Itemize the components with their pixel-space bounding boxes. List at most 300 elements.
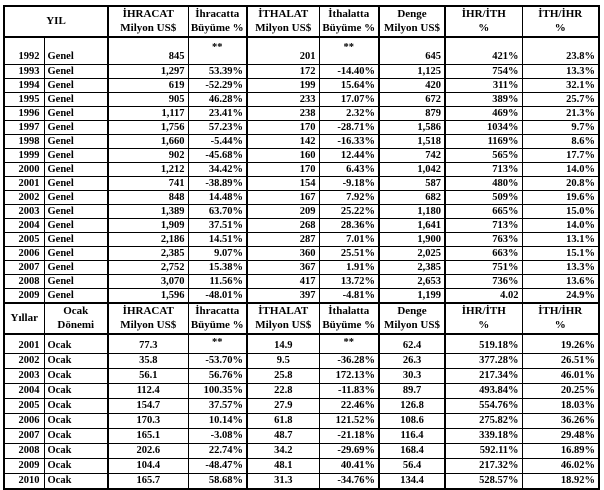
year-cell: 2002 [4, 354, 44, 369]
value-cell-ith-ihr: 13.3% [522, 65, 599, 79]
value-cell-ithalatta-buyume: 13.72% [319, 275, 379, 289]
value-cell-denge: 1,586 [379, 121, 445, 135]
value-cell-ihracat: 1,660 [108, 135, 188, 149]
value-cell-ihracat: 112.4 [108, 384, 188, 399]
value-cell-ithalatta-buyume: 25.51% [319, 247, 379, 261]
corner-header-yil: YIL [4, 6, 108, 37]
value-cell-denge: 1,180 [379, 205, 445, 219]
header-line2: Dönemi [57, 318, 95, 331]
header-yillar: Yıllar [4, 303, 44, 334]
year-cell: 2010 [4, 474, 44, 490]
value-cell-ihracatta-buyume: 10.14% [188, 414, 247, 429]
category-cell-ocak: Ocak [44, 444, 108, 459]
value-cell-ithalat: 31.3 [247, 474, 319, 490]
header-line2: Milyon US$ [120, 318, 177, 331]
value-cell-ithalatta-buyume: 7.01% [319, 233, 379, 247]
value-cell-ihr-ith: 763% [445, 233, 522, 247]
category-cell-ocak: Ocak [44, 459, 108, 474]
year-cell: 2005 [4, 233, 44, 247]
value-cell-ihr-ith: 509% [445, 191, 522, 205]
value-cell-ithalatta-buyume: 40.41% [319, 459, 379, 474]
value-cell-ithalatta-buyume: 25.22% [319, 205, 379, 219]
value-cell-denge: 587 [379, 177, 445, 191]
column-header-ihr-ith [445, 303, 522, 334]
value-cell-ihr-ith: 713% [445, 163, 522, 177]
value-cell-ithalatta-buyume: 15.64% [319, 79, 379, 93]
table-row-2010-ocak [4, 474, 599, 490]
value-cell-ihracat: 848 [108, 191, 188, 205]
table-row-2003-ocak [4, 369, 599, 384]
value-cell-denge: 2,385 [379, 261, 445, 275]
value-cell-ihr-ith: 377.28% [445, 354, 522, 369]
column-header-ihracatta-buyume [188, 6, 247, 37]
value-cell-ihr-ith: 480% [445, 177, 522, 191]
value-cell-ihracatta-buyume: -53.70% [188, 354, 247, 369]
value-cell-ihr-ith: 528.57% [445, 474, 522, 490]
value-cell-ithalat: 209 [247, 205, 319, 219]
table-row-1992-genel [4, 37, 599, 65]
value-cell-ithalatta-buyume: -21.18% [319, 429, 379, 444]
value-cell-ith-ihr: 15.1% [522, 247, 599, 261]
value-cell-ith-ihr: 23.8% [522, 37, 599, 65]
value-cell-ithalat: 367 [247, 261, 319, 275]
category-cell-ocak: Ocak [44, 354, 108, 369]
value-cell-ithalat: 287 [247, 233, 319, 247]
value-cell-ithalat: 233 [247, 93, 319, 107]
table-row-2008-genel [4, 275, 599, 289]
year-cell: 1996 [4, 107, 44, 121]
value-cell-ihr-ith: 217.32% [445, 459, 522, 474]
value-cell-ithalat: 154 [247, 177, 319, 191]
table-row-2006-ocak [4, 414, 599, 429]
value-cell-ithalat: 48.7 [247, 429, 319, 444]
value-cell-ith-ihr: 21.3% [522, 107, 599, 121]
value-cell-ihr-ith: 493.84% [445, 384, 522, 399]
value-cell-denge: 30.3 [379, 369, 445, 384]
year-cell: 2003 [4, 205, 44, 219]
category-cell-ocak: Ocak [44, 399, 108, 414]
category-cell-genel: Genel [44, 219, 108, 233]
value-cell-ith-ihr: 13.6% [522, 275, 599, 289]
header-line1: İTH/İHR [538, 305, 583, 318]
year-cell: 1997 [4, 121, 44, 135]
value-cell-ihracatta-buyume: 14.48% [188, 191, 247, 205]
value-cell-ihr-ith: 554.76% [445, 399, 522, 414]
value-cell-ith-ihr: 29.48% [522, 429, 599, 444]
value-cell-ith-ihr: 16.89% [522, 444, 599, 459]
column-header-ihr-ith [445, 6, 522, 37]
year-cell: 2006 [4, 247, 44, 261]
value-cell-ihr-ith: 665% [445, 205, 522, 219]
value-cell-denge: 1,641 [379, 219, 445, 233]
category-cell-genel: Genel [44, 247, 108, 261]
value-cell-denge: 1,125 [379, 65, 445, 79]
category-cell-genel: Genel [44, 177, 108, 191]
value-cell-ihr-ith: 469% [445, 107, 522, 121]
year-cell: 1999 [4, 149, 44, 163]
table-row-1997-genel [4, 121, 599, 135]
value-cell-ihr-ith: 311% [445, 79, 522, 93]
value-cell-ihracat: 902 [108, 149, 188, 163]
value-cell-ithalatta-buyume: -14.40% [319, 65, 379, 79]
value-cell-ihracatta-buyume: 100.35% [188, 384, 247, 399]
category-cell-genel: Genel [44, 107, 108, 121]
header-line2: % [478, 21, 490, 34]
column-header-ihracat [108, 6, 188, 37]
table-row-2001-ocak [4, 334, 599, 354]
value-cell-ihracatta-buyume: 37.57% [188, 399, 247, 414]
value-cell-ihracatta-buyume: 11.56% [188, 275, 247, 289]
header-line2: % [554, 21, 566, 34]
table-row-2009-ocak [4, 459, 599, 474]
value-cell-ihracatta-buyume: 37.51% [188, 219, 247, 233]
column-header-ithalatta-buyume [319, 6, 379, 37]
value-cell-denge: 1,042 [379, 163, 445, 177]
value-cell-ithalat: 48.1 [247, 459, 319, 474]
table-row-2007-genel [4, 261, 599, 275]
table-row-2001-genel [4, 177, 599, 191]
value-cell-denge: 168.4 [379, 444, 445, 459]
value-cell-ihracatta-buyume: 22.74% [188, 444, 247, 459]
value-cell-ihracatta-buyume: 56.76% [188, 369, 247, 384]
column-header-ihracat [108, 303, 188, 334]
value-cell-ihracat: 3,070 [108, 275, 188, 289]
table-row-1995-genel [4, 93, 599, 107]
value-cell-ith-ihr: 20.8% [522, 177, 599, 191]
category-cell-genel: Genel [44, 261, 108, 275]
year-cell: 2007 [4, 429, 44, 444]
column-header-ihracatta-buyume [188, 303, 247, 334]
value-cell-ithalatta-buyume: 12.44% [319, 149, 379, 163]
value-cell-ithalat: 397 [247, 289, 319, 304]
value-cell-ihracat: 1,297 [108, 65, 188, 79]
value-cell-ithalatta-buyume: 7.92% [319, 191, 379, 205]
category-cell-genel: Genel [44, 163, 108, 177]
value-cell-ihracat: 619 [108, 79, 188, 93]
value-cell-ith-ihr: 18.92% [522, 474, 599, 490]
header-line1: Denge [397, 8, 427, 21]
value-cell-denge: 672 [379, 93, 445, 107]
value-cell-ihr-ith: 4.02 [445, 289, 522, 304]
value-cell-denge: 420 [379, 79, 445, 93]
value-cell-ihracat: 165.1 [108, 429, 188, 444]
value-cell-ihracat: 1,389 [108, 205, 188, 219]
value-cell-ithalat: 201 [247, 37, 319, 65]
year-cell: 2004 [4, 384, 44, 399]
value-cell-ithalatta-buyume: -36.28% [319, 354, 379, 369]
value-cell-ihracatta-buyume: ** [188, 334, 247, 354]
value-cell-ihracat: 1,596 [108, 289, 188, 304]
header-line2: Milyon US$ [255, 318, 312, 331]
year-cell: 2002 [4, 191, 44, 205]
table-row-1994-genel [4, 79, 599, 93]
table-row-2002-genel [4, 191, 599, 205]
value-cell-ith-ihr: 14.0% [522, 219, 599, 233]
table-row-1999-genel [4, 149, 599, 163]
header-line1: Ocak [63, 305, 89, 318]
year-cell: 1993 [4, 65, 44, 79]
value-cell-ithalat: 199 [247, 79, 319, 93]
column-header-ith-ihr [522, 303, 599, 334]
column-header-ithalat [247, 303, 319, 334]
value-cell-denge: 89.7 [379, 384, 445, 399]
value-cell-ithalatta-buyume: 172.13% [319, 369, 379, 384]
value-cell-ithalatta-buyume: 121.52% [319, 414, 379, 429]
year-cell: 1994 [4, 79, 44, 93]
value-cell-ihr-ith: 275.82% [445, 414, 522, 429]
value-cell-ithalat: 22.8 [247, 384, 319, 399]
category-cell-genel: Genel [44, 65, 108, 79]
value-cell-ithalat: 172 [247, 65, 319, 79]
header-line2: % [554, 318, 566, 331]
table-row-2005-ocak [4, 399, 599, 414]
value-cell-ithalatta-buyume: 17.07% [319, 93, 379, 107]
value-cell-ith-ihr: 13.1% [522, 233, 599, 247]
value-cell-denge: 1,518 [379, 135, 445, 149]
header-line2: Milyon US$ [120, 21, 177, 34]
value-cell-ihr-ith: 1034% [445, 121, 522, 135]
value-cell-ithalat: 27.9 [247, 399, 319, 414]
value-cell-ith-ihr: 13.3% [522, 261, 599, 275]
column-header-ithalat [247, 6, 319, 37]
value-cell-ithalat: 268 [247, 219, 319, 233]
value-cell-ihr-ith: 421% [445, 37, 522, 65]
year-cell: 1992 [4, 37, 44, 65]
value-cell-ihracat: 170.3 [108, 414, 188, 429]
category-cell-ocak: Ocak [44, 384, 108, 399]
value-cell-denge: 1,900 [379, 233, 445, 247]
value-cell-ihracat: 905 [108, 93, 188, 107]
value-cell-ithalat: 360 [247, 247, 319, 261]
year-cell: 2008 [4, 444, 44, 459]
year-cell: 2009 [4, 459, 44, 474]
value-cell-ithalat: 61.8 [247, 414, 319, 429]
value-cell-ihracat: 1,909 [108, 219, 188, 233]
year-cell: 2008 [4, 275, 44, 289]
value-cell-ith-ihr: 14.0% [522, 163, 599, 177]
column-header-denge [379, 303, 445, 334]
category-cell-genel: Genel [44, 149, 108, 163]
value-cell-denge: 126.8 [379, 399, 445, 414]
value-cell-denge: 116.4 [379, 429, 445, 444]
value-cell-ihracatta-buyume: 23.41% [188, 107, 247, 121]
year-cell: 2004 [4, 219, 44, 233]
value-cell-ithalat: 9.5 [247, 354, 319, 369]
value-cell-ithalatta-buyume: -4.81% [319, 289, 379, 304]
value-cell-ith-ihr: 26.51% [522, 354, 599, 369]
value-cell-ihracat: 2,186 [108, 233, 188, 247]
value-cell-ithalat: 167 [247, 191, 319, 205]
value-cell-ith-ihr: 32.1% [522, 79, 599, 93]
category-cell-genel: Genel [44, 205, 108, 219]
trade-statistics-table [3, 5, 600, 490]
value-cell-ihracatta-buyume: ** [188, 37, 247, 65]
value-cell-ihracat: 77.3 [108, 334, 188, 354]
value-cell-ithalat: 25.8 [247, 369, 319, 384]
value-cell-ithalat: 238 [247, 107, 319, 121]
value-cell-ihracat: 1,756 [108, 121, 188, 135]
header-line1: İHR/İTH [461, 305, 506, 318]
value-cell-ihr-ith: 339.18% [445, 429, 522, 444]
category-cell-genel: Genel [44, 289, 108, 304]
value-cell-ihracat: 202.6 [108, 444, 188, 459]
value-cell-ihracatta-buyume: 57.23% [188, 121, 247, 135]
category-cell-ocak: Ocak [44, 369, 108, 384]
value-cell-denge: 26.3 [379, 354, 445, 369]
value-cell-ithalatta-buyume: -29.69% [319, 444, 379, 459]
value-cell-ith-ihr: 46.02% [522, 459, 599, 474]
value-cell-ihracat: 1,117 [108, 107, 188, 121]
category-cell-ocak: Ocak [44, 474, 108, 490]
value-cell-ithalat: 142 [247, 135, 319, 149]
header-ocak-donemi [44, 303, 108, 334]
value-cell-denge: 645 [379, 37, 445, 65]
year-cell: 2007 [4, 261, 44, 275]
value-cell-ihracat: 56.1 [108, 369, 188, 384]
value-cell-ihr-ith: 519.18% [445, 334, 522, 354]
value-cell-ihracatta-buyume: -5.44% [188, 135, 247, 149]
value-cell-denge: 742 [379, 149, 445, 163]
ocak-header-row [4, 303, 599, 334]
header-line1: İthalatta [328, 305, 370, 318]
value-cell-ith-ihr: 46.01% [522, 369, 599, 384]
column-header-denge [379, 6, 445, 37]
header-line2: % [478, 318, 490, 331]
value-cell-ithalatta-buyume: -16.33% [319, 135, 379, 149]
genel-header-row [4, 6, 599, 37]
header-line1: İHR/İTH [461, 8, 506, 21]
value-cell-ihracatta-buyume: 58.68% [188, 474, 247, 490]
value-cell-ihracatta-buyume: 34.42% [188, 163, 247, 177]
table-row-2000-genel [4, 163, 599, 177]
header-line2: Milyon US$ [384, 318, 440, 331]
value-cell-ith-ihr: 19.6% [522, 191, 599, 205]
value-cell-ihr-ith: 1169% [445, 135, 522, 149]
year-cell: 1998 [4, 135, 44, 149]
value-cell-ihracat: 2,752 [108, 261, 188, 275]
value-cell-ihracat: 845 [108, 37, 188, 65]
value-cell-denge: 56.4 [379, 459, 445, 474]
value-cell-ithalat: 170 [247, 121, 319, 135]
value-cell-ith-ihr: 24.9% [522, 289, 599, 304]
value-cell-ihracatta-buyume: 53.39% [188, 65, 247, 79]
value-cell-ihracatta-buyume: -45.68% [188, 149, 247, 163]
value-cell-ith-ihr: 8.6% [522, 135, 599, 149]
year-cell: 1995 [4, 93, 44, 107]
category-cell-genel: Genel [44, 93, 108, 107]
value-cell-ihracat: 35.8 [108, 354, 188, 369]
category-cell-genel: Genel [44, 233, 108, 247]
value-cell-ithalatta-buyume: -11.83% [319, 384, 379, 399]
value-cell-ithalatta-buyume: ** [319, 334, 379, 354]
table-row-2004-genel [4, 219, 599, 233]
table-row-2008-ocak [4, 444, 599, 459]
value-cell-ithalatta-buyume: -28.71% [319, 121, 379, 135]
header-line1: İthalatta [328, 8, 370, 21]
year-cell: 2001 [4, 334, 44, 354]
table-row-2009-genel [4, 289, 599, 304]
category-cell-genel: Genel [44, 79, 108, 93]
value-cell-ith-ihr: 20.25% [522, 384, 599, 399]
header-line2: Milyon US$ [255, 21, 312, 34]
value-cell-denge: 134.4 [379, 474, 445, 490]
value-cell-ihracat: 741 [108, 177, 188, 191]
category-cell-genel: Genel [44, 37, 108, 65]
value-cell-ihr-ith: 663% [445, 247, 522, 261]
header-line1: İHRACAT [122, 8, 174, 21]
table-row-1998-genel [4, 135, 599, 149]
header-line1: İhracatta [195, 8, 240, 21]
header-line1: İTHALAT [258, 8, 309, 21]
category-cell-ocak: Ocak [44, 334, 108, 354]
table-row-2005-genel [4, 233, 599, 247]
value-cell-ihr-ith: 565% [445, 149, 522, 163]
value-cell-ihracatta-buyume: -48.01% [188, 289, 247, 304]
category-cell-genel: Genel [44, 191, 108, 205]
value-cell-ihracatta-buyume: 9.07% [188, 247, 247, 261]
value-cell-ith-ihr: 19.26% [522, 334, 599, 354]
value-cell-ihracatta-buyume: 15.38% [188, 261, 247, 275]
value-cell-ihracat: 154.7 [108, 399, 188, 414]
value-cell-ihracatta-buyume: 46.28% [188, 93, 247, 107]
value-cell-ihracatta-buyume: 14.51% [188, 233, 247, 247]
table-row-2007-ocak [4, 429, 599, 444]
category-cell-ocak: Ocak [44, 414, 108, 429]
category-cell-ocak: Ocak [44, 429, 108, 444]
header-line1: İTHALAT [258, 305, 309, 318]
table-row-1996-genel [4, 107, 599, 121]
value-cell-ithalatta-buyume: 22.46% [319, 399, 379, 414]
value-cell-denge: 2,653 [379, 275, 445, 289]
year-cell: 2006 [4, 414, 44, 429]
value-cell-ihracatta-buyume: -38.89% [188, 177, 247, 191]
column-header-ithalatta-buyume [319, 303, 379, 334]
category-cell-genel: Genel [44, 135, 108, 149]
year-cell: 2003 [4, 369, 44, 384]
year-cell: 2001 [4, 177, 44, 191]
value-cell-ihr-ith: 592.11% [445, 444, 522, 459]
header-line1: İhracatta [195, 305, 240, 318]
value-cell-ihr-ith: 713% [445, 219, 522, 233]
value-cell-denge: 62.4 [379, 334, 445, 354]
table-row-2004-ocak [4, 384, 599, 399]
table-row-1993-genel [4, 65, 599, 79]
value-cell-ith-ihr: 9.7% [522, 121, 599, 135]
value-cell-ihracatta-buyume: -48.47% [188, 459, 247, 474]
value-cell-ihracatta-buyume: 63.70% [188, 205, 247, 219]
value-cell-ithalatta-buyume: 1.91% [319, 261, 379, 275]
value-cell-ihracatta-buyume: -52.29% [188, 79, 247, 93]
header-line1: İHRACAT [122, 305, 174, 318]
value-cell-ith-ihr: 25.7% [522, 93, 599, 107]
value-cell-denge: 2,025 [379, 247, 445, 261]
year-cell: 2005 [4, 399, 44, 414]
value-cell-denge: 879 [379, 107, 445, 121]
value-cell-denge: 682 [379, 191, 445, 205]
column-header-ith-ihr [522, 6, 599, 37]
value-cell-ihr-ith: 754% [445, 65, 522, 79]
value-cell-denge: 1,199 [379, 289, 445, 304]
year-cell: 2009 [4, 289, 44, 304]
header-line2: Milyon US$ [384, 21, 440, 34]
value-cell-ith-ihr: 15.0% [522, 205, 599, 219]
value-cell-ith-ihr: 36.26% [522, 414, 599, 429]
value-cell-ithalatta-buyume: -9.18% [319, 177, 379, 191]
value-cell-ihr-ith: 751% [445, 261, 522, 275]
value-cell-ihr-ith: 736% [445, 275, 522, 289]
value-cell-ithalat: 417 [247, 275, 319, 289]
value-cell-ihr-ith: 389% [445, 93, 522, 107]
